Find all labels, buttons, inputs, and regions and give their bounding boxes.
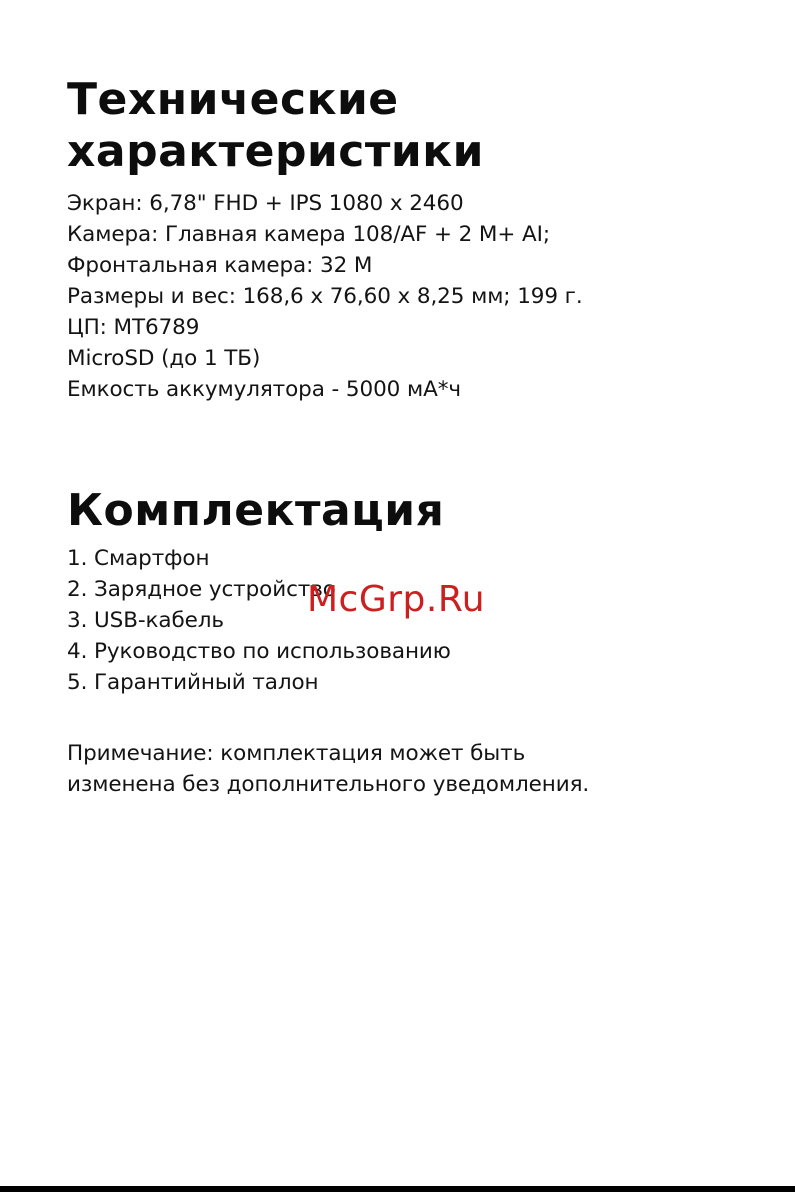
note-section: [67, 738, 767, 800]
content-column: [67, 74, 767, 800]
kit-item-smartphone: 1. Смартфон: [67, 546, 210, 571]
spec-battery: Емкость аккумулятора - 5000 мА*ч: [67, 377, 461, 402]
note-line-1: Примечание: комплектация может быть: [67, 741, 526, 766]
spec-front-camera: Фронтальная камера: 32 M: [67, 253, 373, 278]
spec-screen: Экран: 6,78" FHD + IPS 1080 х 2460: [67, 191, 464, 216]
kit-title: Комплектация: [67, 485, 445, 536]
kit-item-manual: 4. Руководство по использованию: [67, 639, 451, 664]
watermark-logo: McGrp.Ru: [307, 579, 486, 620]
spec-dimensions: Размеры и вес: 168,6 х 76,60 х 8,25 мм; 199 г.: [67, 284, 583, 309]
spec-cpu: ЦП: MT6789: [67, 315, 200, 340]
note-line-2: изменена без дополнительного уведомления.: [67, 772, 590, 797]
kit-item-warranty: 5. Гарантийный талон: [67, 670, 319, 695]
spec-microsd: MicroSD (до 1 ТБ): [67, 346, 261, 371]
specs-title-line-1: Технические: [67, 74, 399, 125]
kit-item-usb-cable: 3. USB-кабель: [67, 608, 225, 633]
spec-camera: Камера: Главная камера 108/AF + 2 M+ AI;: [67, 222, 550, 247]
bottom-divider: [0, 1186, 795, 1192]
specs-title: [67, 74, 767, 178]
kit-item-charger: 2. Зарядное устройство: [67, 577, 336, 602]
specs-title-line-2: характеристики: [67, 126, 484, 177]
specs-section: [67, 74, 767, 405]
specs-list: [67, 188, 767, 405]
